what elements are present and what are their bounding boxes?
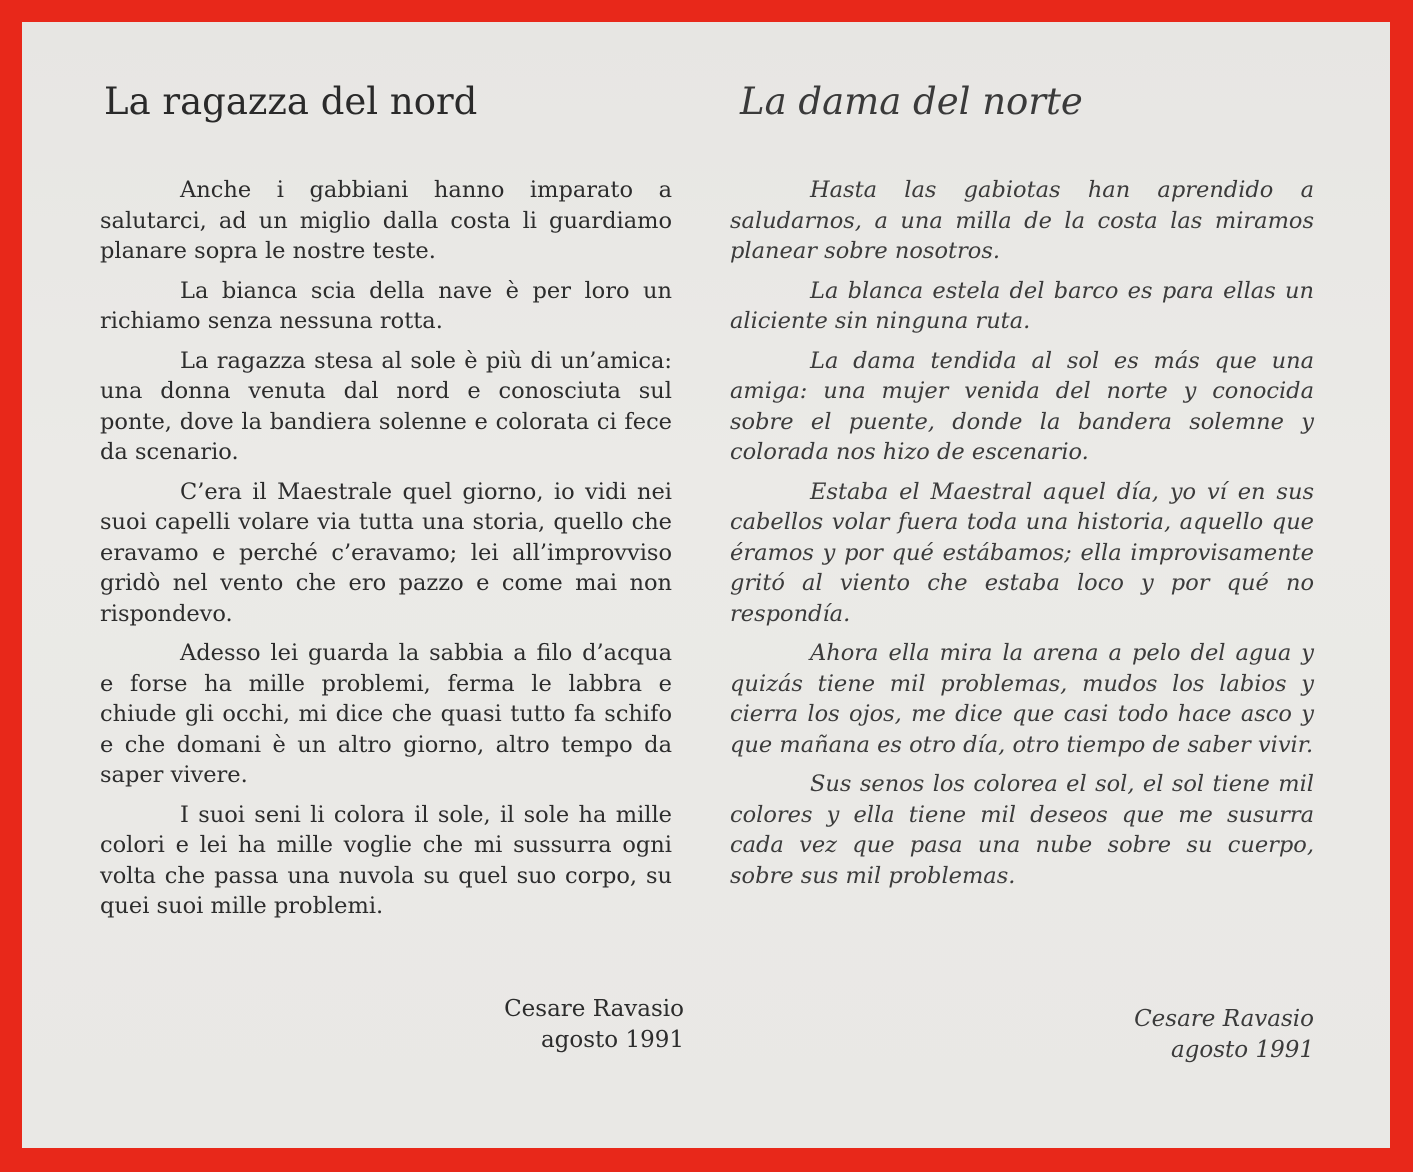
spanish-title: La dama del norte [740,80,1083,123]
italian-date: agosto 1991 [540,1027,684,1053]
italian-paragraph-3: La ragazza stesa al sole è più di un’amica: una donna venuta dal nord e conosciuta sul ponte, dove la bandiera solenne e colorata ci fece da scenario. [100,347,672,465]
spanish-author: Cesare Ravasio [1134,1006,1314,1032]
italian-author: Cesare Ravasio [504,996,684,1022]
italian-paragraph-1: Anche i gabbiani hanno imparato a salutarci, ad un miglio dalla costa li guardiamo planare sopra le nostre teste. [100,177,672,264]
italian-paragraph-6: I suoi seni li colora il sole, il sole ha mille colori e lei ha mille voglie che mi sussurra ogni volta che passa una nuvola su quel suo corpo, su quei suoi mille problemi. [100,801,672,919]
spanish-paragraph-2: La blanca estela del barco es para ellas un aliciente sin ninguna ruta. [730,277,1314,334]
italian-signature [504,994,684,1056]
italian-poem [100,175,672,931]
spanish-paragraph-1: Hasta las gabiotas han aprendido a saludarnos, a una milla de la costa las miramos planear sobre nosotros. [730,177,1314,264]
book-page [22,22,1390,1148]
spanish-paragraph-3: La dama tendida al sol es más que una amiga: una mujer venida del norte y conocida sobre el puente, donde la bandera solemne y colorada nos hizo de escenario. [730,347,1314,465]
italian-column [100,22,684,1148]
spanish-paragraph-6: Sus senos los colorea el sol, el sol tiene mil colores y ella tiene mil deseos que me susurra cada vez que pasa una nube sobre su cuerpo, sobre sus mil problemas. [730,771,1314,889]
italian-paragraph-2: La bianca scia della nave è per loro un richiamo senza nessuna rotta. [100,277,672,334]
italian-title: La ragazza del nord [104,80,478,123]
italian-paragraph-5: Adesso lei guarda la sabbia a filo d’acqua e forse ha mille problemi, ferma le labbra e chiude gli occhi, mi dice che quasi tutto fa schifo e che domani è un altro giorno, altro tempo da saper vivere. [100,640,672,788]
spanish-signature [1134,1004,1314,1066]
spanish-paragraph-4: Estaba el Maestral aquel día, yo ví en sus cabellos volar fuera toda una historia, aquello que éramos y por qué estábamos; ella improvisamente gritó al viento che estaba loco y por qué no respondía. [730,478,1314,627]
spanish-date: agosto 1991 [1170,1037,1314,1063]
italian-paragraph-4: C’era il Maestrale quel giorno, io vidi nei suoi capelli volare via tutta una storia, quello che eravamo e perché c’eravamo; lei all’improvviso gridò nel vento che ero pazzo e come mai non rispondevo. [100,478,672,627]
spanish-paragraph-5: Ahora ella mira la arena a pelo del agua y quizás tiene mil problemas, mudos los labios y cierra los ojos, me dice que casi todo hace asco y que mañana es otro día, otro tiempo de saber vivir. [730,640,1314,758]
spanish-poem [730,175,1314,900]
spanish-column [730,22,1314,1148]
